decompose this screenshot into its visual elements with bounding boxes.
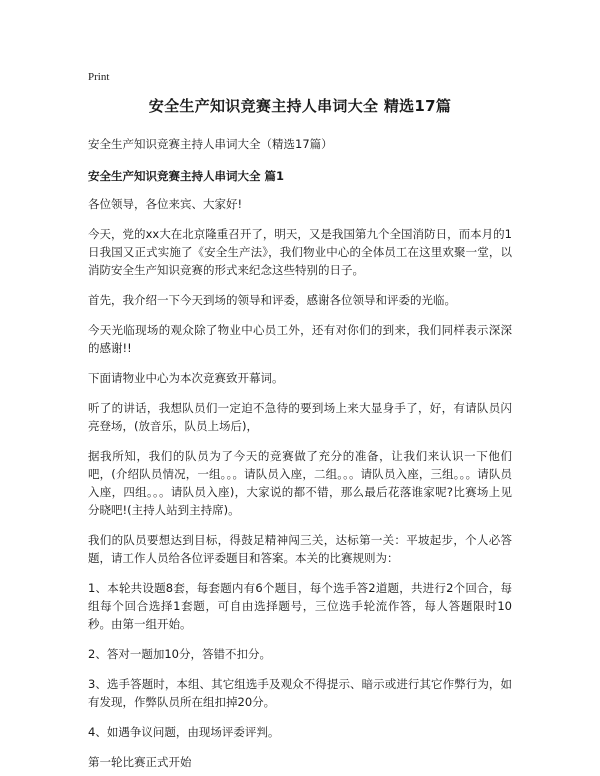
rule-item-2: 2、答对一题加10分，答错不扣分。 bbox=[88, 647, 271, 661]
paragraph-audience: 今天光临现场的观众除了物业中心员工外，还有对你们的到来，我们同样表示深深的感谢!! bbox=[88, 323, 512, 355]
document-subtitle: 安全生产知识竞赛主持人串词大全（精选17篇） bbox=[88, 137, 333, 151]
paragraph-greeting: 各位领导，各位来宾、大家好! bbox=[88, 197, 243, 211]
paragraph-players-enter: 听了的讲话，我想队员们一定迫不急待的要到场上来大显身手了，好，有请队员闪亮登场，(放音乐，队员上场后)， bbox=[88, 401, 512, 433]
paragraph-start: 第一轮比赛正式开始 bbox=[88, 755, 192, 769]
print-link[interactable]: Print bbox=[88, 71, 110, 83]
paragraph-round-one: 我们的队员要想达到目标，得鼓足精神闯三关，达标第一关：平坡起步，个人必答题，请工作人员给各位评委题目和答案。本关的比赛规则为： bbox=[88, 533, 512, 565]
paragraph-team-intro: 据我所知，我们的队员为了今天的竞赛做了充分的准备，让我们来认识一下他们吧，(介绍队员情况，一组。。。请队员入座，二组。。。请队员入座，三组。。。请队员入座，四组。。。请队员入座)，大家说的都不错，那么最后花落谁家呢?比赛场上见分晓吧!(主持人站到主持席)。 bbox=[88, 449, 512, 517]
paragraph-opening: 下面请物业中心为本次竞赛致开幕词。 bbox=[88, 371, 284, 385]
rule-item-3: 3、选手答题时，本组、其它组选手及观众不得提示、暗示或进行其它作弊行为，如有发现，作弊队员所在组扣掉20分。 bbox=[88, 677, 512, 709]
rule-item-4: 4、如遇争议问题，由现场评委评判。 bbox=[88, 725, 280, 739]
paragraph-judges: 首先，我介绍一下今天到场的领导和评委，感谢各位领导和评委的光临。 bbox=[88, 293, 456, 307]
document-title: 安全生产知识竞赛主持人串词大全 精选17篇 bbox=[148, 97, 452, 115]
rule-item-1: 1、本轮共设题8套，每套题内有6个题目，每个选手答2道题，共进行2个回合，每组每个回合选择1套题，可自由选择题号，三位选手轮流作答，每人答题限时10秒。由第一组开始。 bbox=[88, 581, 512, 631]
section-heading: 安全生产知识竞赛主持人串词大全 篇1 bbox=[88, 169, 285, 183]
paragraph-intro: 今天，党的xx大在北京隆重召开了，明天，又是我国第九个全国消防日，而本月的1日我国又正式实施了《安全生产法》，我们物业中心的全体员工在这里欢聚一堂，以消防安全生产知识竞赛的形式来纪念这些特别的日子。 bbox=[88, 227, 512, 277]
